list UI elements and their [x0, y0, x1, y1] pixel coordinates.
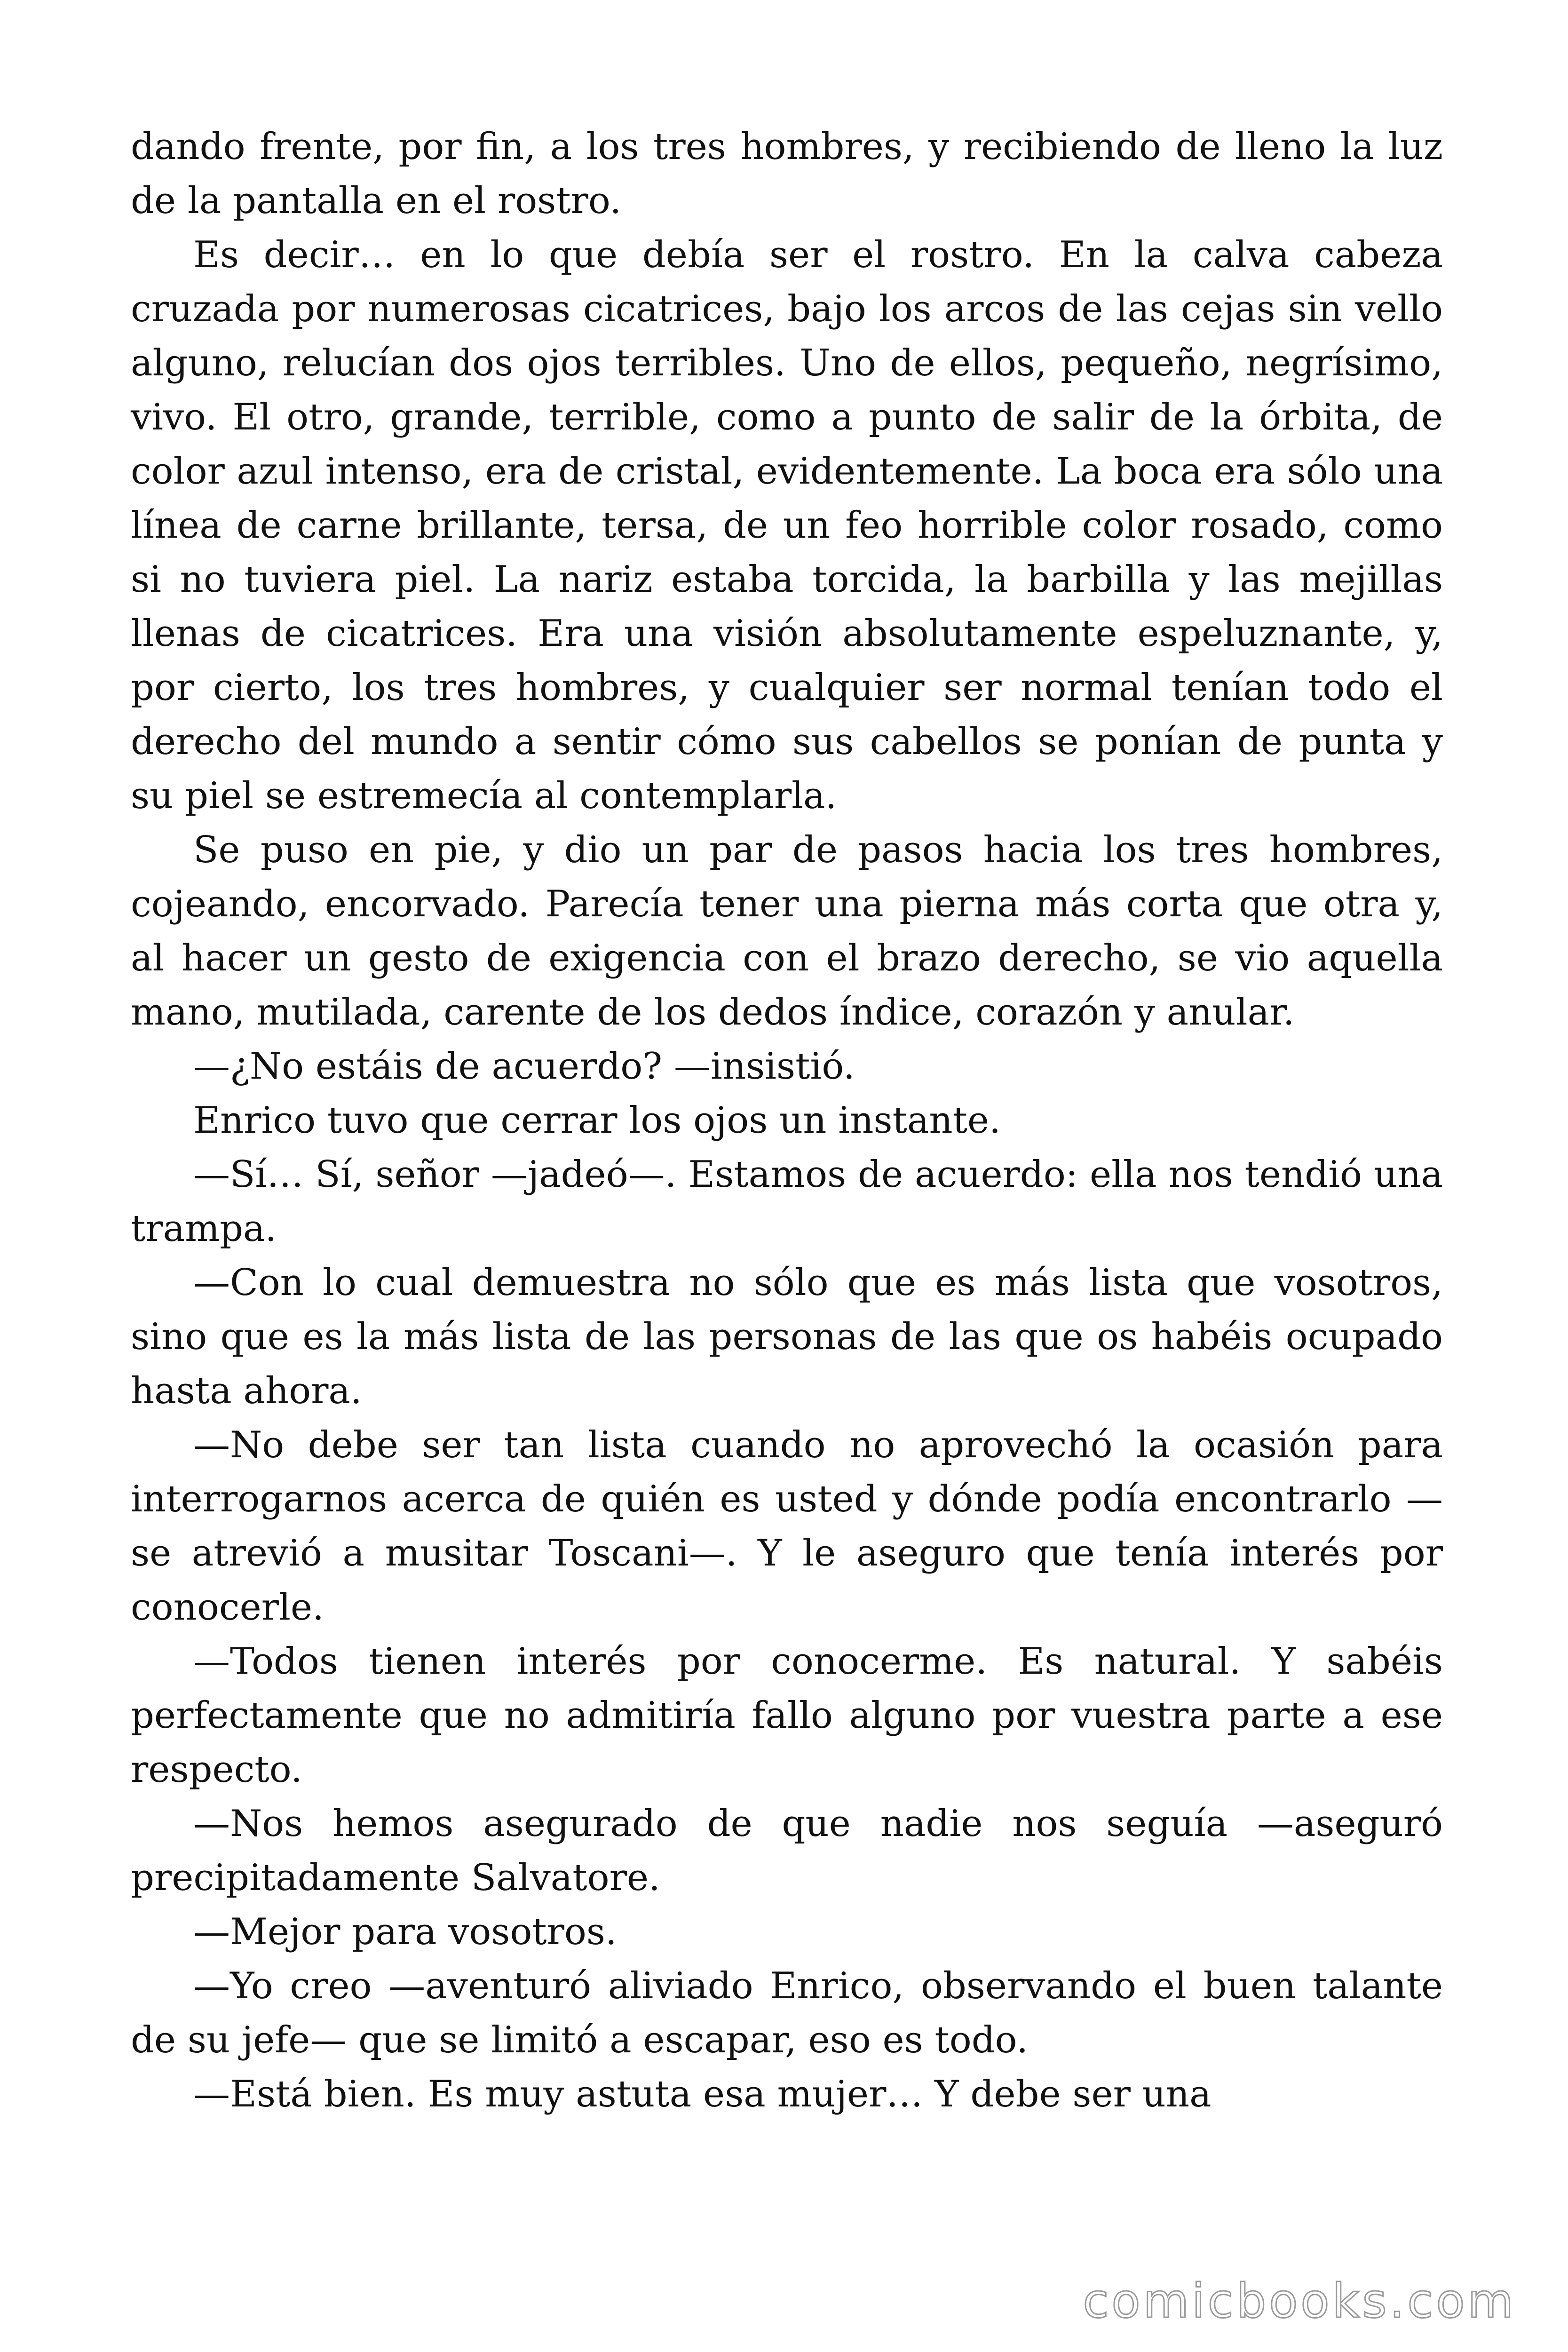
paragraph: —No debe ser tan lista cuando no aprovechó la ocasión para interrogarnos acerca de quién es usted y dónde podía encontrarlo — se atrevió a musitar Toscani—. Y le aseguro que tenía interés por conocerle.	[131, 1424, 1443, 1629]
paragraph: Enrico tuvo que cerrar los ojos un instante.	[193, 1099, 1001, 1142]
paragraph: —Con lo cual demuestra no sólo que es más lista que vosotros, sino que es la más lista de las personas de las que os habéis ocupado hasta ahora.	[131, 1262, 1443, 1412]
watermark: comicbooks.com	[1083, 2273, 1516, 2328]
paragraph: dando frente, por fin, a los tres hombres, y recibiendo de lleno la luz de la pantalla en el rostro.	[131, 126, 1443, 222]
paragraph: —Está bien. Es muy astuta esa mujer… Y debe ser una	[193, 2073, 1212, 2115]
paragraph: —Mejor para vosotros.	[193, 1911, 617, 1953]
paragraph: —Todos tienen interés por conocerme. Es natural. Y sabéis perfectamente que no admitiría fallo alguno por vuestra parte a ese respecto.	[131, 1640, 1443, 1791]
paragraph: Es decir… en lo que debía ser el rostro. En la calva cabeza cruzada por numerosas cicatrices, bajo los arcos de las cejas sin vello alguno, relucían dos ojos terribles. Uno de ellos, pequeño, negrísimo, vivo. El otro, grande, terrible, como a punto de salir de la órbita, de color azul intenso, era de cristal, evidentemente. La boca era sólo una línea de carne brillante, tersa, de un feo horrible color rosado, como si no tuviera piel. La nariz estaba torcida, la barbilla y las mejillas llenas de cicatrices. Era una visión absolutamente espeluznante, y, por cierto, los tres hombres, y cualquier ser normal tenían todo el derecho del mundo a sentir cómo sus cabellos se ponían de punta y su piel se estremecía al contemplarla.	[131, 234, 1443, 817]
paragraph: —Yo creo —aventuró aliviado Enrico, observando el buen talante de su jefe— que se limitó a escapar, eso es todo.	[131, 1965, 1443, 2061]
paragraph: Se puso en pie, y dio un par de pasos hacia los tres hombres, cojeando, encorvado. Parecía tener una pierna más corta que otra y, al hacer un gesto de exigencia con el brazo derecho, se vio aquella mano, mutilada, carente de los dedos índice, corazón y anular.	[131, 829, 1443, 1033]
page-text	[131, 120, 1443, 2122]
paragraph: —Nos hemos asegurado de que nadie nos seguía —aseguró precipitadamente Salvatore.	[131, 1803, 1443, 1899]
paragraph: —¿No estáis de acuerdo? —insistió.	[193, 1045, 855, 1088]
paragraph: —Sí… Sí, señor —jadeó—. Estamos de acuerdo: ella nos tendió una trampa.	[131, 1153, 1443, 1250]
